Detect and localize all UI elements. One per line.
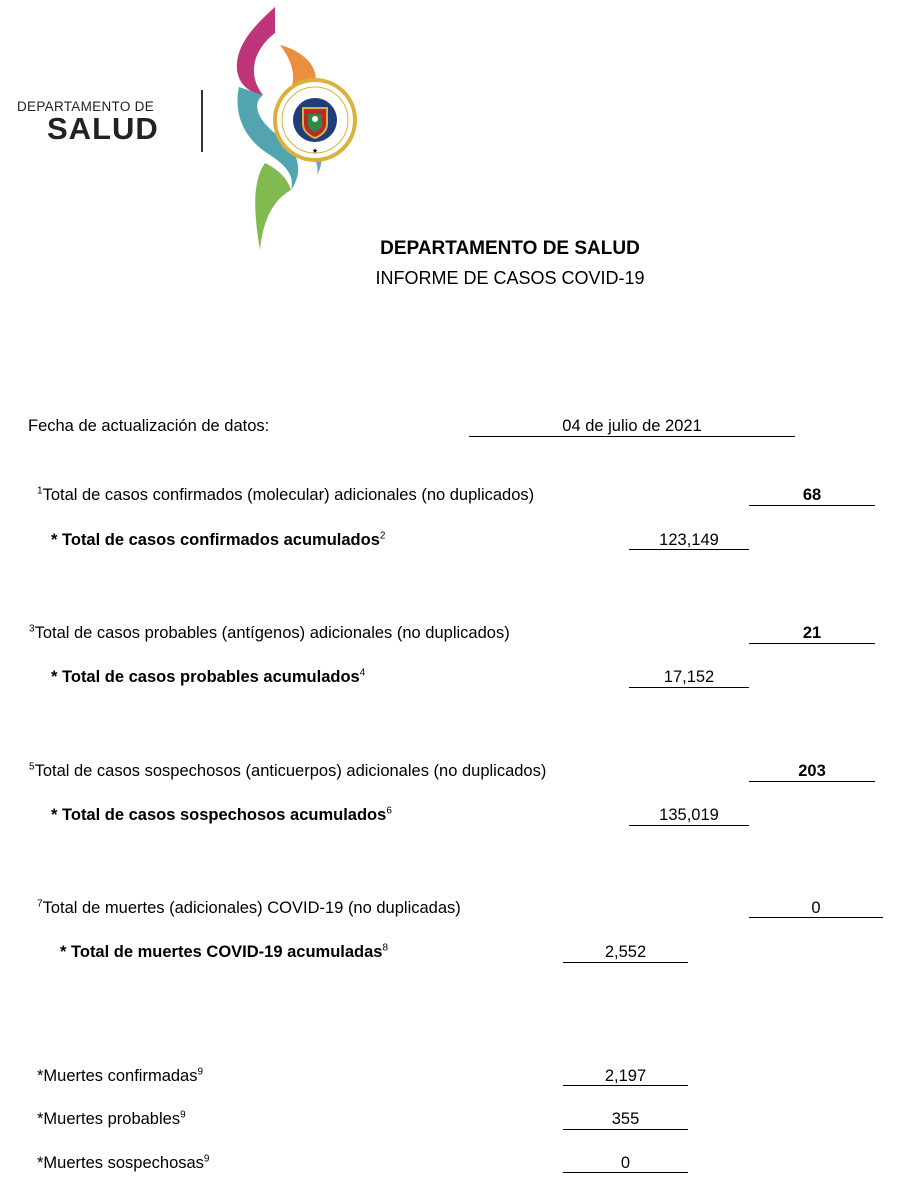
footnote-ref: 6 — [386, 805, 392, 817]
footnote-ref: 2 — [379, 530, 386, 542]
suspect-accumulated-label — [51, 805, 392, 825]
confirmed-accumulated-label — [51, 530, 385, 550]
footnote-ref: 3 — [29, 623, 35, 635]
deaths-suspect-text: *Muertes sospechosas — [37, 1154, 204, 1172]
deaths-confirmed-text: *Muertes confirmadas — [37, 1067, 198, 1085]
probable-cases-underline — [749, 643, 875, 644]
update-date-value: 04 de julio de 2021 — [562, 417, 702, 435]
deaths-probable-text: *Muertes probables — [37, 1110, 181, 1128]
deaths-confirmed-underline — [563, 1085, 688, 1086]
confirmed-cases-underline — [749, 505, 875, 506]
footnote-ref: 9 — [203, 1153, 210, 1165]
probable-accumulated-value: 17,152 — [663, 668, 715, 686]
probable-cases-text: Total de casos probables (antígenos) adicionales (no duplicados) — [34, 624, 510, 642]
deaths-accumulated-text: * Total de muertes COVID-19 acumuladas — [60, 943, 383, 961]
suspect-cases-label — [29, 761, 546, 781]
logo-department-line2: SALUD — [47, 111, 159, 146]
footnote-ref: 1 — [37, 485, 43, 497]
document-title: DEPARTAMENTO DE SALUD — [380, 238, 640, 259]
confirmed-accumulated-value: 123,149 — [659, 531, 719, 549]
suspect-cases-value: 203 — [798, 762, 826, 780]
svg-text:★: ★ — [311, 147, 319, 155]
deaths-label — [37, 898, 461, 918]
confirmed-cases-label — [37, 485, 534, 505]
suspect-accumulated-underline — [629, 825, 749, 826]
deaths-text: Total de muertes (adicionales) COVID-19 (no duplicadas) — [42, 899, 461, 917]
deaths-accumulated-underline — [563, 962, 688, 963]
footnote-ref: 5 — [29, 761, 35, 773]
deaths-accumulated-value: 2,552 — [604, 943, 647, 961]
probable-accumulated-underline — [629, 687, 749, 688]
footnote-ref: 7 — [37, 898, 43, 910]
deaths-accumulated-label — [60, 942, 388, 962]
confirmed-accumulated-text: * Total de casos confirmados acumulados — [51, 531, 380, 549]
footnote-ref: 9 — [197, 1066, 204, 1078]
ribbon-logo-icon — [225, 5, 365, 255]
deaths-confirmed-label — [37, 1066, 203, 1086]
deaths-probable-label — [37, 1109, 186, 1129]
deaths-confirmed-value: 2,197 — [604, 1067, 647, 1085]
footnote-ref: 4 — [359, 667, 366, 679]
deaths-suspect-value: 0 — [620, 1154, 631, 1172]
update-date-label: Fecha de actualización de datos: — [28, 417, 270, 435]
deaths-value: 0 — [811, 899, 821, 917]
suspect-accumulated-text: * Total de casos sospechosos acumulados — [51, 806, 387, 824]
document-subtitle: INFORME DE CASOS COVID-19 — [375, 268, 645, 288]
deaths-underline — [749, 917, 883, 918]
footnote-ref: 9 — [180, 1109, 186, 1121]
probable-cases-value: 21 — [802, 624, 822, 642]
logo-department-line1: DEPARTAMENTO DE — [17, 99, 155, 114]
deaths-suspect-label — [37, 1153, 209, 1173]
probable-cases-label — [29, 623, 510, 643]
probable-accumulated-text: * Total de casos probables acumulados — [51, 668, 360, 686]
logo-divider — [201, 90, 203, 152]
suspect-cases-underline — [749, 781, 875, 782]
deaths-probable-underline — [563, 1129, 688, 1130]
deaths-suspect-underline — [563, 1172, 688, 1173]
suspect-accumulated-value: 135,019 — [659, 806, 719, 824]
update-date-underline — [469, 436, 795, 437]
confirmed-cases-value: 68 — [802, 486, 822, 504]
confirmed-accumulated-underline — [629, 549, 749, 550]
confirmed-cases-text: Total de casos confirmados (molecular) adicionales (no duplicados) — [42, 486, 535, 504]
footnote-ref: 8 — [382, 942, 389, 954]
suspect-cases-text: Total de casos sospechosos (anticuerpos) adicionales (no duplicados) — [34, 762, 547, 780]
deaths-probable-value: 355 — [611, 1110, 640, 1128]
probable-accumulated-label — [51, 667, 365, 687]
